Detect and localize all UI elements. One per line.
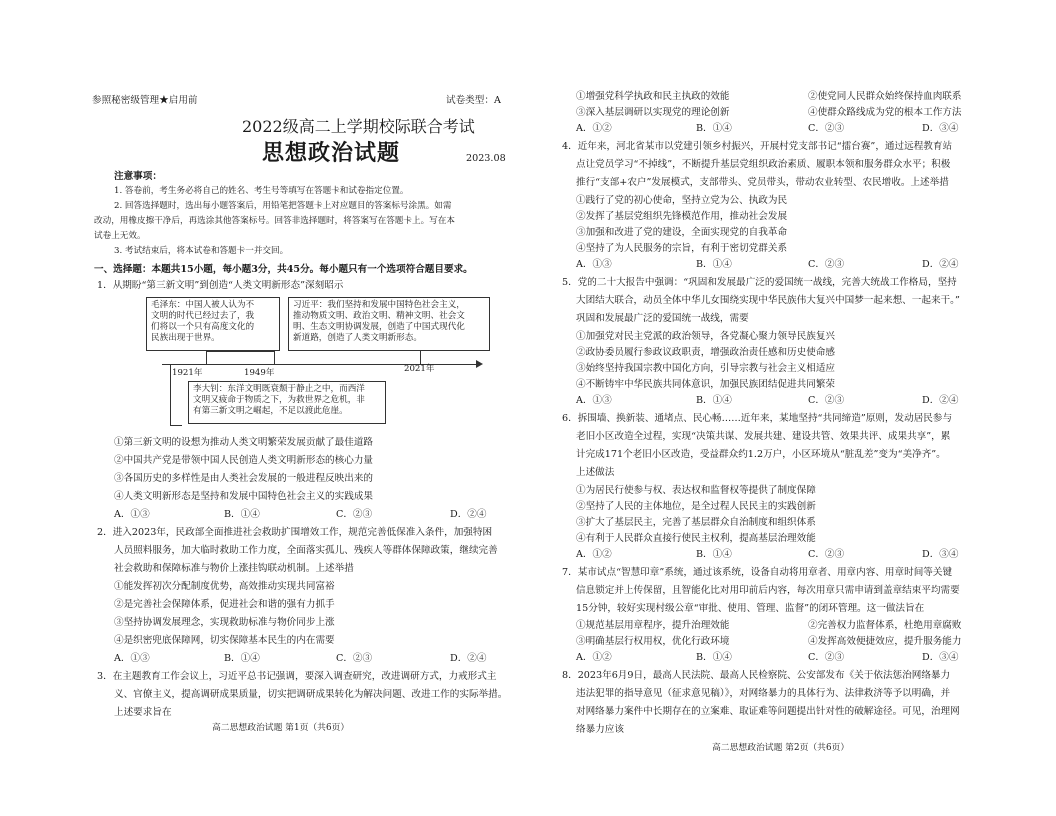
option-item: ③扩大了基层民主，完善了基层群众自治制度和组织体系	[576, 517, 816, 528]
choice-d: D．③④	[922, 652, 959, 663]
choice-a: A．①②	[576, 123, 612, 134]
timeline-connector	[206, 351, 274, 352]
choice-a: A．①③	[114, 653, 150, 664]
option-item: ③各国历史的多样性是由人类社会发展的一般进程反映出来的	[114, 473, 374, 484]
option-item: ②坚持了人民的主体地位，是全过程人民民主的实践创新	[576, 501, 816, 512]
choice-d: D．③④	[922, 123, 959, 134]
question-7-stem: 信息锁定并上传保留，且智能化比对用印前后内容，每次用章只需申请到盖章结束平均需要	[576, 585, 960, 596]
choice-c: C．②③	[808, 259, 845, 270]
choice-d: D．③④	[922, 549, 959, 560]
quote-box-li: 李大钊：东洋文明既衰颓于静止之中，而西洋 文明又疲命于物质之下，为救世界之危机，非 有第三新文明之崛起，不足以渡此危崖。	[188, 381, 386, 424]
notice-title: 注意事项：	[114, 171, 162, 182]
choice-c: C．②③	[808, 652, 845, 663]
option-item: ④是织密兜底保障网，切实保障基本民生的内在需要	[114, 635, 335, 646]
question-5-stem: 大团结大联合，动员全体中华儿女围绕实现中华民族伟大复兴中国梦一起来想、一起来干。”	[576, 295, 960, 306]
question-8-stem: 8．2023年6月9日，最高人民法院、最高人民检察院、公安部发布《关于依法惩治网络暴力	[562, 670, 951, 681]
choice-b: B．①④	[696, 549, 732, 560]
page-footer: 高二思想政治试题 第1页（共6页）	[212, 723, 350, 733]
question-2-stem: 人员照料服务，加大临时救助工作力度，全面落实孤儿、残疾人等群体保障政策，继续完善	[114, 545, 498, 556]
option-item: ①第三新文明的设想为推动人类文明繁荣发展贡献了最佳道路	[114, 437, 374, 448]
question-2-stem: 2．进入2023年，民政部全面推进社会救助扩围增效工作，规范完善低保准入条件，加强特困	[97, 527, 493, 538]
question-4-stem: 推行“支部+农户”发展模式，支部带头、党员带头，带动农业转型、农民增收。上述举措	[576, 177, 949, 188]
choice-c: C．②③	[808, 123, 845, 134]
subject-title: 思想政治试题	[262, 140, 401, 166]
question-3-stem: 义、官僚主义，提高调研成果质量，切实把调研成果转化为解决问题、改进工作的实际举措。	[114, 689, 508, 700]
option-item: ①增强党科学执政和民主执政的效能	[576, 91, 730, 102]
question-8-stem: 违法犯罪的指导意见（征求意见稿）》，对网络暴力的具体行为、法律救济等予以明确，并	[576, 688, 951, 699]
timeline-year-1921: 1921年	[172, 368, 203, 378]
option-item: ①践行了党的初心使命，坚持立党为公、执政为民	[576, 195, 788, 206]
notice-line: 3. 考试结束后，将本试卷和答题卡一并交回。	[114, 246, 289, 256]
question-4-stem: 点让党员学习“不掉线”，不断提升基层党组织政治素质、履职本领和服务群众水平；积极	[576, 159, 951, 170]
choice-d: D．②④	[450, 509, 487, 520]
question-7-stem: 15分钟，较好实现村级公章“审批、使用、管理、监督”的闭环管理。这一做法旨在	[576, 603, 925, 614]
quote-box-xi: 习近平：我们坚持和发展中国特色社会主义， 推动物质文明、政治文明、精神文明、社会文 明、生态文明协调发展，创造了中国式现代化 新道路，创造了人类文明新形态。	[288, 297, 490, 351]
quote-box-mao: 毛泽东：中国人被人认为不 文明的时代已经过去了，我 们将以一个只有高度文化的 民族出现于世界。	[146, 297, 280, 351]
option-item: ①能发挥初次分配制度优势，高效推动实现共同富裕	[114, 581, 335, 592]
choice-b: B．①④	[224, 653, 260, 664]
option-item: ②政协委员履行参政议政职责，增强政治责任感和历史使命感	[576, 347, 836, 358]
notice-line: 2. 回答选择题时，选出每小题答案后，用铅笔把答题卡上对应题目的答案标号涂黑。如需	[114, 201, 452, 211]
question-5-stem: 巩固和发展最广泛的爱国统一战线，需要	[576, 313, 749, 324]
choice-c: C．②③	[336, 653, 373, 664]
choice-a: A．①③	[114, 509, 150, 520]
timeline-connector	[206, 351, 207, 364]
notice-line: 试卷上无效。	[94, 231, 146, 241]
question-6-stem: 6．拆围墙、换新装、通堵点、民心畅……近年来，某地坚持“共同缔造”原则，发动居民参与	[562, 413, 953, 424]
timeline-year-2021: 2021年	[404, 364, 435, 374]
option-item: ④使群众路线成为党的根本工作方法	[808, 107, 962, 118]
question-6-stem: 老旧小区改造全过程，实现“决策共谋、发展共建、建设共管、效果共评、成果共享”，累	[576, 431, 951, 442]
notice-line: 改动，用橡皮擦干净后，再选涂其他答案标号。回答非选择题时，将答案写在答题卡上。写在本	[94, 216, 455, 226]
option-item: ④不断铸牢中华民族共同体意识，加强民族团结促进共同繁荣	[576, 379, 836, 390]
choice-c: C．②③	[808, 549, 845, 560]
timeline-arrow-icon	[476, 360, 483, 368]
timeline-connector	[170, 425, 182, 426]
option-item: ④发挥高效便捷效应，提升服务能力	[808, 636, 962, 647]
question-6-stem: 上述做法	[576, 467, 615, 478]
option-item: ③明确基层行权用权，优化行政环境	[576, 636, 730, 647]
option-item: ①为居民行使参与权、表达权和监督权等提供了制度保障	[576, 485, 816, 496]
exam-date: 2023.08	[466, 153, 506, 164]
choice-a: A．①②	[576, 549, 612, 560]
question-8-stem: 对网络暴力案件中长期存在的立案难、取证难等问题提出针对性的破解途径。可见，治理网	[576, 706, 960, 717]
choice-b: B．①④	[696, 652, 732, 663]
option-item: ②完善权力监督体系，杜绝用章腐败	[808, 620, 962, 631]
option-item: ②使党同人民群众始终保持血肉联系	[808, 91, 962, 102]
question-1-stem: 1．从期盼“第三新文明”到创造“人类文明新形态”深刻昭示	[97, 280, 344, 291]
option-item: ③始终坚持我国宗教中国化方向，引导宗教与社会主义相适应	[576, 363, 836, 374]
choice-d: D．②④	[922, 395, 959, 406]
choice-a: A．①②	[576, 652, 612, 663]
option-item: ③加强和改进了党的建设，全面实现党的自我革命	[576, 227, 788, 238]
timeline-connector	[170, 365, 171, 425]
question-3-stem: 上述要求旨在	[114, 707, 172, 718]
question-8-stem: 络暴力应该	[576, 724, 624, 735]
question-2-stem: 社会救助和保障标准与物价上涨挂钩联动机制。上述举措	[114, 563, 354, 574]
choice-a: A．①③	[576, 259, 612, 270]
choice-b: B．①④	[696, 123, 732, 134]
question-7-stem: 7．某市试点“智慧印章”系统，通过该系统，设备自动将用章者、用章内容、用章时间等关键	[562, 567, 953, 578]
option-item: ③深入基层调研以实现党的理论创新	[576, 107, 730, 118]
question-4-stem: 4．近年来，河北省某市以党建引领乡村振兴，开展村党支部书记“擂台赛”，通过远程教育站	[562, 141, 953, 152]
choice-b: B．①④	[696, 259, 732, 270]
question-3-stem: 3．在主题教育工作会议上，习近平总书记强调，要深入调查研究，改进调研方式，力戒形式主	[97, 671, 497, 682]
option-item: ④人类文明新形态是坚持和发展中国特色社会主义的实践成果	[114, 491, 374, 502]
option-item: ④有利于人民群众直接行使民主权利，提高基层治理效能	[576, 533, 816, 544]
confidential-label: 参照秘密级管理★启用前	[92, 95, 198, 106]
option-item: ②中国共产党是带领中国人民创造人类文明新形态的核心力量	[114, 455, 374, 466]
choice-b: B．①④	[224, 509, 260, 520]
paper-type-label: 试卷类型：A	[446, 95, 501, 106]
timeline-connector	[420, 351, 421, 364]
option-item: ②是完善社会保障体系，促进社会和谐的强有力抓手	[114, 599, 335, 610]
question-6-stem: 计完成171个老旧小区改造，受益群众约1.2万户，小区环境从“脏乱差”变为“美净齐”。	[576, 449, 946, 460]
choice-d: D．②④	[450, 653, 487, 664]
option-item: ①规范基层用章程序，提升治理效能	[576, 620, 730, 631]
choice-c: C．②③	[336, 509, 373, 520]
option-item: ④坚持了为人民服务的宗旨，有利于密切党群关系	[576, 243, 788, 254]
right-page	[528, 0, 1056, 816]
question-5-stem: 5．党的二十大报告中强调：“巩固和发展最广泛的爱国统一战线，完善大统战工作格局，坚持	[562, 277, 957, 288]
section-heading: 一、选择题：本题共15小题，每小题3分，共45分。每小题只有一个选项符合题目要求。	[94, 264, 473, 275]
timeline-year-1949: 1949年	[244, 368, 275, 378]
choice-d: D．②④	[922, 259, 959, 270]
choice-c: C．②③	[808, 395, 845, 406]
choice-a: A．①③	[576, 395, 612, 406]
option-item: ③坚持协调发展理念，实现救助标准与物价同步上涨	[114, 617, 335, 628]
option-item: ②发挥了基层党组织先锋模范作用，推动社会发展	[576, 211, 788, 222]
choice-b: B．①④	[696, 395, 732, 406]
page-footer: 高二思想政治试题 第2页（共6页）	[712, 743, 850, 753]
timeline-connector	[274, 351, 275, 364]
exam-title: 2022级高二上学期校际联合考试	[242, 117, 475, 136]
option-item: ①加强党对民主党派的政治领导，各党凝心聚力领导民族复兴	[576, 331, 836, 342]
notice-line: 1. 答卷前，考生务必将自己的姓名、考生号等填写在答题卡和试卷指定位置。	[114, 186, 409, 196]
